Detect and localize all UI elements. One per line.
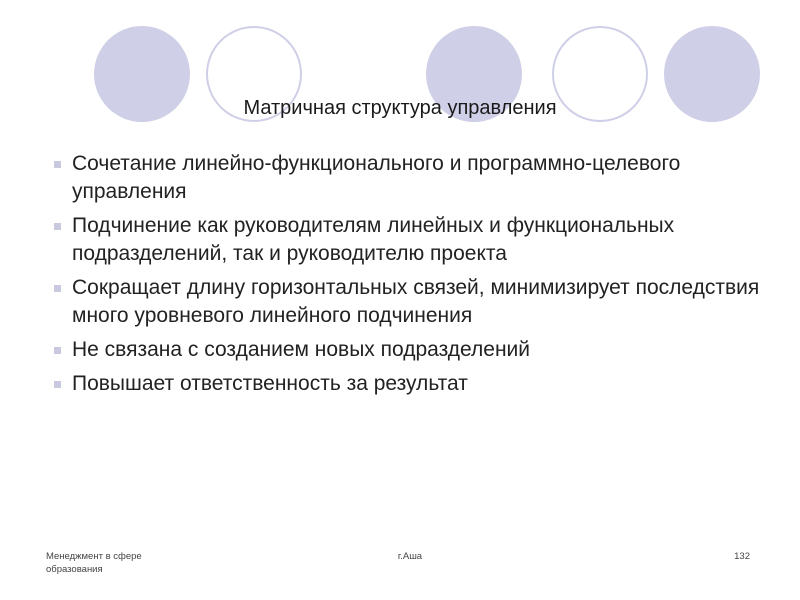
bullet-item bbox=[52, 274, 767, 330]
square-bullet-icon bbox=[54, 381, 61, 388]
footer-course-line1: Менеджмент в сфере bbox=[46, 551, 142, 562]
bullet-item bbox=[52, 370, 767, 398]
square-bullet-icon bbox=[54, 347, 61, 354]
bullet-text: Повышает ответственность за результат bbox=[72, 372, 468, 395]
slide-title: Матричная структура управления bbox=[243, 97, 557, 119]
bullet-item bbox=[52, 212, 767, 268]
bullet-item bbox=[52, 336, 767, 364]
footer-location: г.Аша bbox=[397, 551, 423, 562]
footer-course-line2: образования bbox=[46, 564, 103, 575]
bullet-list bbox=[52, 150, 767, 404]
bullet-text: Сокращает длину горизонтальных связей, минимизирует последствия много уровневого линейного подчинения bbox=[72, 276, 760, 327]
bullet-text: Сочетание линейно-функционального и программно-целевого управления bbox=[72, 152, 681, 203]
page-number: 132 bbox=[734, 551, 750, 562]
square-bullet-icon bbox=[54, 161, 61, 168]
bullet-text: Подчинение как руководителям линейных и функциональных подразделений, так и руководителю проекта bbox=[72, 214, 675, 265]
square-bullet-icon bbox=[54, 285, 61, 292]
square-bullet-icon bbox=[54, 223, 61, 230]
bullet-item bbox=[52, 150, 767, 206]
footer-course-name bbox=[46, 550, 196, 576]
bullet-text: Не связана с созданием новых подразделений bbox=[72, 338, 531, 361]
